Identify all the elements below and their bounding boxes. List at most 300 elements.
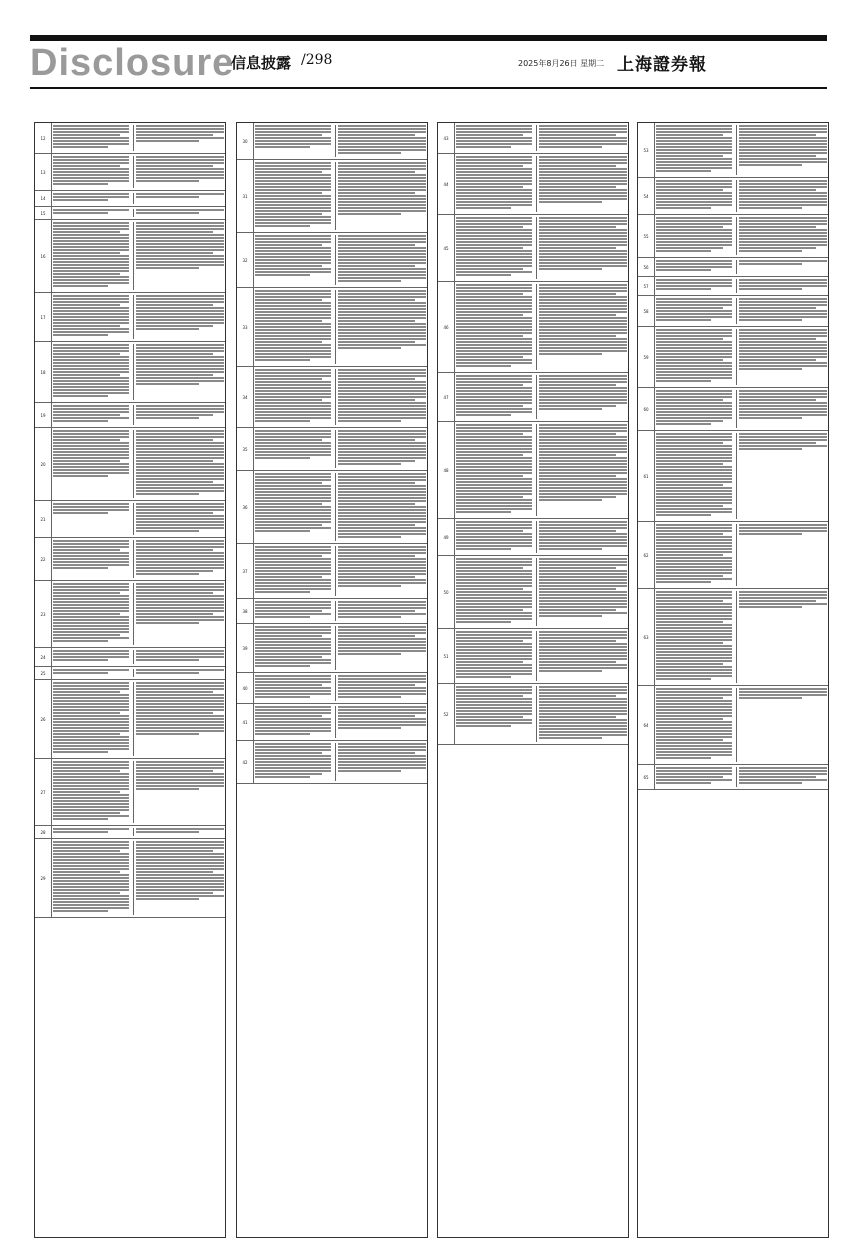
text-line (338, 582, 426, 584)
revised-clause-text (133, 344, 224, 400)
text-line (338, 746, 426, 748)
text-line (656, 143, 732, 145)
text-line (656, 609, 732, 611)
text-line (255, 317, 331, 319)
text-line (255, 198, 331, 200)
text-line (739, 606, 802, 608)
text-line (255, 387, 331, 389)
text-line (456, 359, 532, 361)
text-line (136, 368, 224, 370)
text-line (53, 156, 129, 158)
text-line (456, 414, 511, 416)
text-line (136, 156, 224, 158)
text-line (739, 146, 827, 148)
text-line (539, 606, 627, 608)
text-line (456, 539, 532, 541)
text-line (53, 310, 129, 312)
text-line (656, 423, 711, 425)
clause-row (35, 501, 225, 538)
revised-clause-text (335, 626, 426, 670)
text-line (456, 466, 532, 468)
original-clause-text (656, 279, 732, 293)
text-line (456, 192, 532, 194)
text-line (255, 613, 331, 615)
text-line (338, 638, 426, 640)
text-line (136, 231, 213, 233)
clause-number: 62 (638, 522, 655, 588)
text-line (539, 314, 616, 316)
text-line (53, 285, 108, 287)
text-line (338, 567, 426, 569)
text-line (255, 518, 331, 520)
text-line (456, 603, 532, 605)
text-line (739, 688, 827, 690)
text-line (656, 152, 732, 154)
text-line (656, 183, 732, 185)
text-line (739, 365, 827, 367)
text-line (656, 411, 732, 413)
text-line (53, 724, 129, 726)
text-line (539, 378, 627, 380)
text-line (136, 159, 224, 161)
revised-clause-text (536, 686, 627, 742)
text-line (136, 865, 224, 867)
text-line (739, 594, 827, 596)
clause-number: 31 (237, 160, 254, 232)
text-line (255, 439, 322, 441)
text-line (739, 288, 802, 290)
text-line (539, 128, 627, 130)
clause-number: 37 (237, 544, 254, 598)
text-line (338, 494, 426, 496)
text-line (656, 319, 711, 321)
text-line (456, 387, 532, 389)
text-line (539, 390, 627, 392)
clause-row (237, 624, 427, 673)
text-line (53, 625, 129, 627)
text-line (255, 573, 331, 575)
text-line (338, 512, 426, 514)
text-line (53, 895, 129, 897)
text-line (338, 247, 426, 249)
text-line (739, 332, 827, 334)
text-line (656, 134, 723, 136)
text-line (456, 646, 532, 648)
original-clause-text (53, 344, 129, 400)
text-line (456, 180, 532, 182)
text-line (255, 567, 331, 569)
text-line (255, 712, 331, 714)
text-line (456, 591, 532, 593)
text-line (539, 305, 627, 307)
revised-clause-text (133, 125, 224, 151)
text-line (136, 540, 224, 542)
text-line (739, 279, 827, 281)
text-line (338, 684, 415, 686)
text-line (656, 439, 732, 441)
text-line (53, 258, 129, 260)
text-line (656, 238, 732, 240)
text-line (338, 564, 426, 566)
text-line (136, 319, 224, 321)
dateline: 2025年8月26日 星期二 (518, 59, 605, 68)
clause-number: 50 (438, 556, 455, 628)
text-line (656, 220, 732, 222)
text-line (338, 408, 426, 410)
text-line (656, 146, 732, 148)
text-line (255, 344, 331, 346)
text-line (255, 635, 322, 637)
text-line (539, 719, 627, 721)
text-line (456, 220, 532, 222)
revised-clause-text (736, 591, 827, 683)
text-line (656, 524, 732, 526)
text-line (255, 274, 310, 276)
text-line (456, 159, 532, 161)
text-line (136, 165, 213, 167)
text-line (53, 871, 120, 873)
text-line (338, 131, 426, 133)
text-line (539, 299, 627, 301)
text-line (539, 454, 616, 456)
text-line (656, 329, 732, 331)
text-line (136, 454, 224, 456)
text-line (255, 436, 331, 438)
text-line (255, 335, 331, 337)
text-line (656, 633, 732, 635)
text-line (456, 609, 523, 611)
text-line (456, 402, 532, 404)
text-line (136, 694, 224, 696)
text-line (136, 171, 224, 173)
text-line (255, 332, 331, 334)
text-line (255, 693, 331, 695)
text-line (255, 488, 331, 490)
text-line (656, 560, 732, 562)
text-line (739, 149, 827, 151)
text-line (338, 320, 415, 322)
text-line (53, 650, 129, 652)
text-line (456, 472, 532, 474)
text-line (53, 892, 120, 894)
text-line (338, 500, 426, 502)
text-line (338, 558, 426, 560)
text-line (53, 350, 129, 352)
text-line (456, 493, 532, 495)
text-line (456, 542, 532, 544)
text-line (539, 311, 627, 313)
text-line (53, 850, 120, 852)
text-line (136, 174, 224, 176)
text-line (136, 295, 224, 297)
text-line (739, 356, 827, 358)
text-line (456, 460, 532, 462)
text-line (456, 198, 532, 200)
text-line (739, 220, 827, 222)
text-line (338, 457, 426, 459)
revised-clause-text (335, 430, 426, 468)
text-line (136, 570, 213, 572)
text-line (539, 524, 627, 526)
text-line (539, 527, 627, 529)
text-line (739, 533, 802, 535)
text-line (338, 451, 426, 453)
revised-clause-text (335, 706, 426, 738)
text-line (53, 812, 120, 814)
text-line (539, 457, 627, 459)
text-line (656, 180, 732, 182)
text-line (539, 631, 627, 633)
clause-number: 39 (237, 624, 254, 672)
text-line (136, 592, 213, 594)
text-line (136, 509, 224, 511)
text-line (255, 776, 310, 778)
clause-row (438, 519, 628, 556)
text-line (539, 490, 627, 492)
text-line (739, 313, 827, 315)
text-line (656, 442, 723, 444)
clause-row (438, 282, 628, 373)
original-clause-text (53, 503, 129, 535)
text-line (739, 597, 827, 599)
text-line (656, 739, 723, 741)
clause-row (237, 599, 427, 624)
clause-row (638, 388, 828, 431)
text-line (255, 140, 331, 142)
text-line (456, 408, 532, 410)
clause-row (638, 277, 828, 296)
text-line (338, 244, 415, 246)
revised-clause-text (335, 235, 426, 285)
text-line (656, 487, 732, 489)
text-line (255, 494, 331, 496)
text-line (53, 325, 120, 327)
text-line (656, 733, 732, 735)
text-line (739, 137, 827, 139)
text-line (136, 506, 224, 508)
text-line (136, 653, 224, 655)
text-line (53, 249, 129, 251)
text-line (539, 692, 627, 694)
text-line (255, 591, 310, 593)
text-line (656, 712, 732, 714)
text-line (656, 198, 732, 200)
text-line (656, 448, 732, 450)
text-line (338, 644, 426, 646)
text-line (656, 779, 732, 781)
text-line (338, 280, 401, 282)
text-line (136, 433, 224, 435)
text-line (255, 515, 331, 517)
text-line (456, 615, 532, 617)
revised-clause-text (736, 279, 827, 293)
text-line (656, 627, 732, 629)
text-line (255, 653, 331, 655)
text-line (53, 628, 129, 630)
text-line (656, 451, 732, 453)
text-line (656, 344, 732, 346)
text-line (739, 779, 827, 781)
text-line (539, 232, 627, 234)
text-line (136, 898, 199, 900)
text-line (255, 733, 310, 735)
revised-clause-text (335, 369, 426, 425)
text-line (136, 267, 199, 269)
text-line (53, 901, 129, 903)
text-line (656, 338, 723, 340)
text-line (456, 296, 532, 298)
text-line (456, 305, 532, 307)
masthead (30, 44, 827, 82)
text-line (656, 137, 732, 139)
text-line (656, 554, 723, 556)
clause-number: 38 (237, 599, 254, 623)
text-line (338, 601, 426, 603)
original-clause-text (53, 540, 129, 578)
text-line (255, 168, 331, 170)
text-line (255, 558, 331, 560)
text-line (53, 237, 129, 239)
text-line (456, 606, 532, 608)
text-line (53, 374, 120, 376)
text-line (739, 217, 827, 219)
text-line (656, 490, 732, 492)
clause-row (237, 288, 427, 367)
text-line (255, 204, 331, 206)
text-line (136, 371, 224, 373)
text-line (539, 159, 627, 161)
text-line (539, 634, 627, 636)
text-line (53, 183, 108, 185)
text-line (656, 636, 732, 638)
original-clause-text (255, 473, 331, 541)
text-line (456, 713, 532, 715)
text-line (53, 721, 129, 723)
text-line (338, 706, 426, 708)
text-line (656, 201, 732, 203)
text-line (456, 511, 511, 513)
clause-number: 12 (35, 123, 52, 153)
text-line (255, 219, 331, 221)
text-line (456, 725, 511, 727)
text-line (539, 609, 616, 611)
text-line (456, 637, 532, 639)
text-line (53, 682, 129, 684)
text-line (53, 177, 129, 179)
text-line (456, 570, 532, 572)
text-line (656, 754, 732, 756)
text-line (136, 478, 224, 480)
text-line (338, 369, 426, 371)
text-line (255, 356, 331, 358)
text-line (656, 642, 723, 644)
text-line (136, 350, 224, 352)
clause-row (237, 471, 427, 544)
text-line (456, 676, 511, 678)
text-line (255, 222, 331, 224)
text-line (53, 877, 129, 879)
original-clause-text (53, 405, 129, 425)
text-line (539, 290, 627, 292)
clause-row (35, 839, 225, 918)
text-line (136, 261, 224, 263)
text-line (456, 643, 532, 645)
text-line (656, 260, 732, 262)
revised-clause-text (736, 329, 827, 385)
text-line (656, 591, 732, 593)
text-line (53, 383, 129, 385)
text-line (255, 647, 331, 649)
text-line (136, 237, 224, 239)
text-line (656, 569, 732, 571)
text-line (136, 493, 199, 495)
clause-number: 56 (638, 258, 655, 276)
text-line (456, 424, 532, 426)
text-line (255, 500, 331, 502)
revised-clause-text (736, 125, 827, 175)
text-line (136, 844, 224, 846)
text-line (136, 380, 224, 382)
text-line (539, 250, 627, 252)
text-line (53, 880, 129, 882)
text-line (53, 146, 108, 148)
text-line (136, 518, 224, 520)
section-page-number: /298 (301, 52, 333, 68)
text-line (136, 889, 224, 891)
text-line (739, 436, 827, 438)
text-line (539, 217, 627, 219)
text-line (456, 436, 532, 438)
text-line (255, 399, 322, 401)
clause-row (638, 123, 828, 178)
text-line (255, 730, 331, 732)
text-line (338, 250, 426, 252)
text-line (456, 478, 532, 480)
text-line (739, 198, 827, 200)
text-line (53, 856, 129, 858)
text-line (53, 847, 129, 849)
text-line (456, 378, 532, 380)
text-line (539, 661, 616, 663)
text-line (338, 235, 426, 237)
clause-number: 64 (638, 686, 655, 764)
text-line (456, 311, 532, 313)
text-line (53, 365, 129, 367)
text-line (255, 684, 322, 686)
text-line (53, 359, 129, 361)
text-line (255, 381, 331, 383)
text-line (739, 285, 827, 287)
text-line (739, 417, 802, 419)
text-line (338, 341, 415, 343)
text-line (539, 201, 602, 203)
clause-number: 16 (35, 220, 52, 292)
text-line (739, 773, 827, 775)
clause-row (237, 704, 427, 741)
text-line (255, 454, 331, 456)
text-line (53, 199, 108, 201)
text-line (456, 399, 532, 401)
text-line (338, 718, 426, 720)
text-line (255, 384, 331, 386)
text-line (136, 481, 213, 483)
clause-number: 17 (35, 293, 52, 341)
newspaper-name: 上海證券報 (617, 55, 707, 75)
text-line (539, 353, 602, 355)
text-line (53, 316, 129, 318)
text-line (53, 231, 120, 233)
text-line (338, 530, 426, 532)
